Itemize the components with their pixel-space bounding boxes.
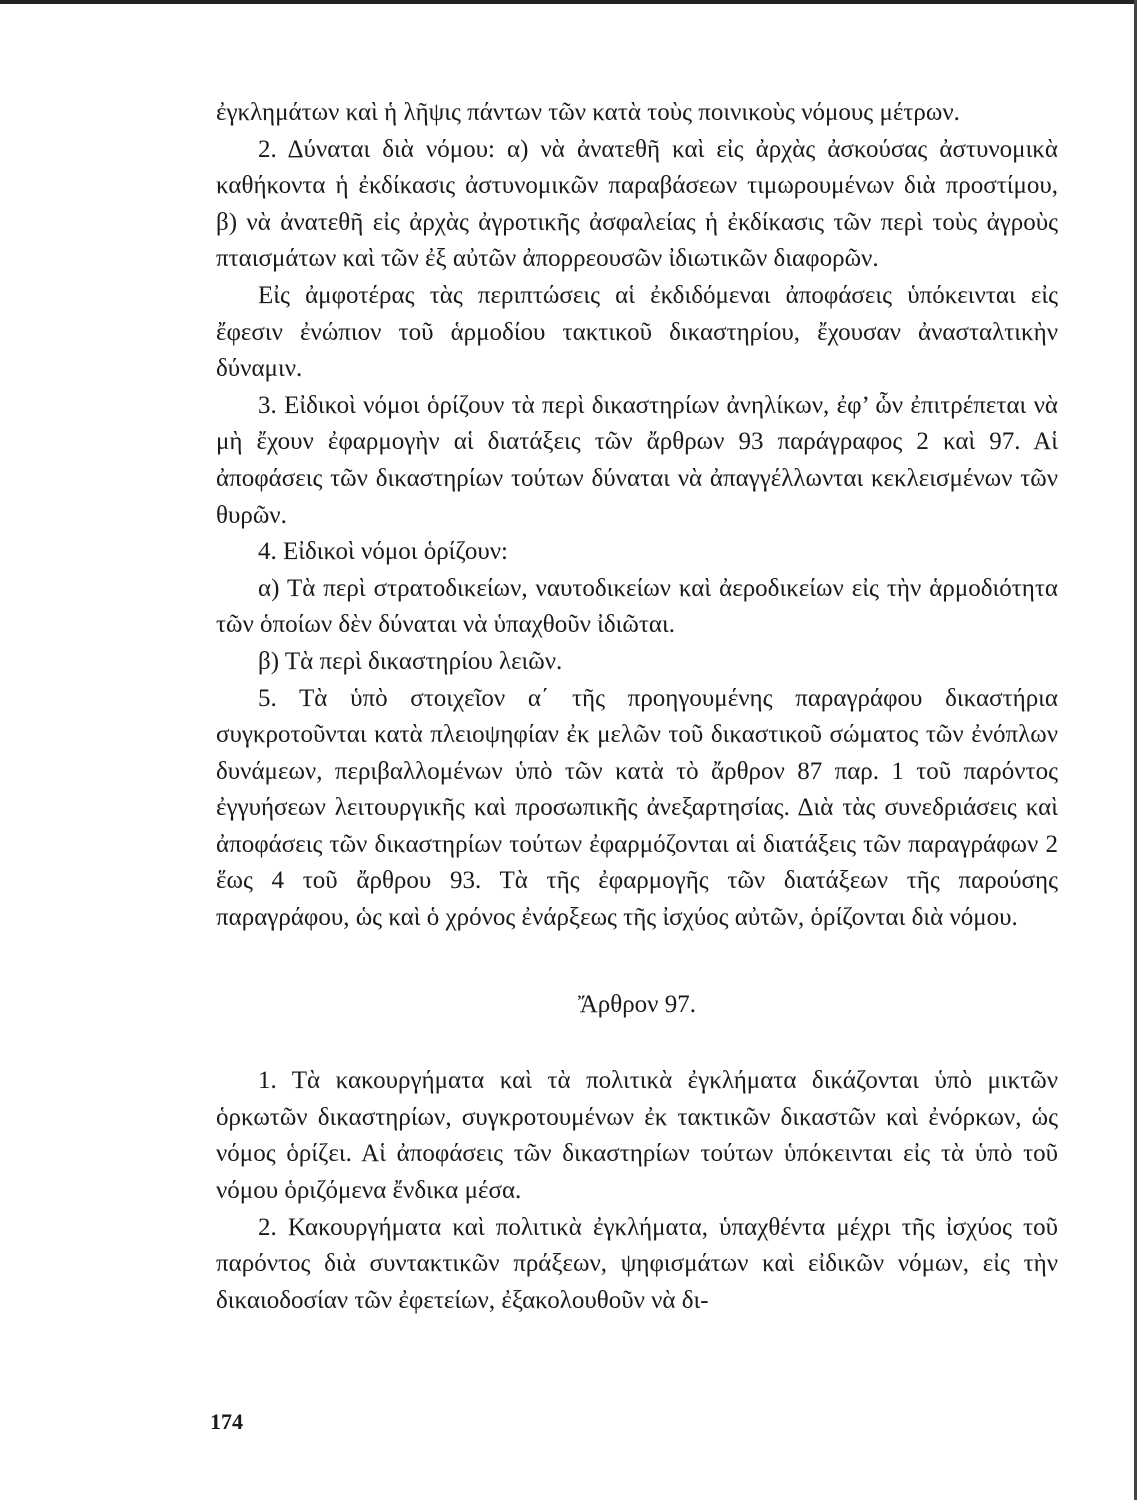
paragraph-continuation: ἐγκλημάτων καὶ ἡ λῆψις πάντων τῶν κατὰ τοὺς ποινικοὺς νόμους μέτρων. (216, 99, 960, 126)
paragraph-4: 4. Εἰδικοὶ νόμοι ὁρίζουν: (258, 538, 508, 566)
paragraph-3: 3. Εἰδικοὶ νόμοι ὁρίζουν τὰ περὶ δικαστηρίων ἀνηλίκων, ἐφ’ ὧν ἐπιτρέπεται νὰ μὴ ἔχουν ἐφαρμογὴν αἱ διατάξεις τῶν ἄρθρων 93 παράγραφος 2 καὶ 97. Αἱ ἀποφάσεις τῶν δικαστηρίων τούτων δύναται νὰ ἀπαγγέλλωνται κεκλεισμένων τῶν θυρῶν. (216, 391, 1058, 529)
article-heading: Ἄρθρον 97. (577, 990, 696, 1018)
page-text (216, 95, 1058, 1319)
page-number: 174 (210, 1409, 243, 1434)
page-edge-top (0, 0, 1137, 4)
paragraph-4a: α) Τὰ περὶ στρατοδικείων, ναυτοδικείων καὶ ἀεροδικείων εἰς τὴν ἁρμοδιότητα τῶν ὁποίων δὲν δύναται νὰ ὑπαχθοῦν ἰδιῶται. (216, 574, 1058, 639)
paragraph-5: 5. Τὰ ὑπὸ στοιχεῖον α΄ τῆς προηγουμένης παραγράφου δικαστήρια συγκροτοῦνται κατὰ πλειοψηφίαν ἐκ μελῶν τοῦ δικαστικοῦ σώματος τῶν ἐνόπλων δυνάμεων, περιβαλλομένων ὑπὸ τῶν κατὰ τὸ ἄρθρον 87 παρ. 1 τοῦ παρόντος ἐγγυήσεων λειτουργικῆς καὶ προσωπικῆς ἀνεξαρτησίας. Διὰ τὰς συνεδριάσεις καὶ ἀποφάσεις τῶν δικαστηρίων τούτων ἐφαρμόζονται αἱ διατάξεις τῶν παραγράφων 2 ἕως 4 τοῦ ἄρθρου 93. Τὰ τῆς ἐφαρμογῆς τῶν διατάξεων τῆς παρούσης παραγράφου, ὡς καὶ ὁ χρόνος ἐνάρξεως τῆς ἰσχύος αὐτῶν, ὁρίζονται διὰ νόμου. (216, 684, 1058, 932)
article-paragraph-2: 2. Κακουργήματα καὶ πολιτικὰ ἐγκλήματα, ὑπαχθέντα μέχρι τῆς ἰσχύος τοῦ παρόντος διὰ συντακτικῶν πράξεων, ψηφισμάτων καὶ εἰδικῶν νόμων, εἰς τὴν δικαιοδοσίαν τῶν ἐφετείων, ἐξακολουθοῦν νὰ δι- (216, 1213, 1058, 1314)
paragraph-both-cases: Εἰς ἀμφοτέρας τὰς περιπτώσεις αἱ ἐκδιδόμεναι ἀποφάσεις ὑπόκεινται εἰς ἔφεσιν ἐνώπιον τοῦ ἁρμοδίου τακτικοῦ δικαστηρίου, ἔχουσαν ἀνασταλτικὴν δύναμιν. (216, 281, 1058, 383)
article-paragraph-1: 1. Τὰ κακουργήματα καὶ τὰ πολιτικὰ ἐγκλήματα δικάζονται ὑπὸ μικτῶν ὁρκωτῶν δικαστηρίων, συγκροτουμένων ἐκ τακτικῶν δικαστῶν καὶ ἐνόρκων, ὡς νόμος ὁρίζει. Αἱ ἀποφάσεις τῶν δικαστηρίων τούτων ὑπόκεινται εἰς τὰ ὑπὸ τοῦ νόμου ὁριζόμενα ἔνδικα μέσα. (216, 1067, 1058, 1205)
paragraph-2: 2. Δύναται διὰ νόμου: α) νὰ ἀνατεθῆ καὶ εἰς ἀρχὰς ἀσκούσας ἀστυνομικὰ καθήκοντα ἡ ἐκδίκασις ἀστυνομικῶν παραβάσεων τιμωρουμένων διὰ προστίμου, β) νὰ ἀνατεθῆ εἰς ἀρχὰς ἀγροτικῆς ἀσφαλείας ἡ ἐκδίκασις τῶν περὶ τοὺς ἀγροὺς πταισμάτων καὶ τῶν ἐξ αὐτῶν ἀπορρεουσῶν ἰδιωτικῶν διαφορῶν. (216, 135, 1058, 273)
paragraph-4b: β) Τὰ περὶ δικαστηρίου λειῶν. (258, 647, 563, 675)
